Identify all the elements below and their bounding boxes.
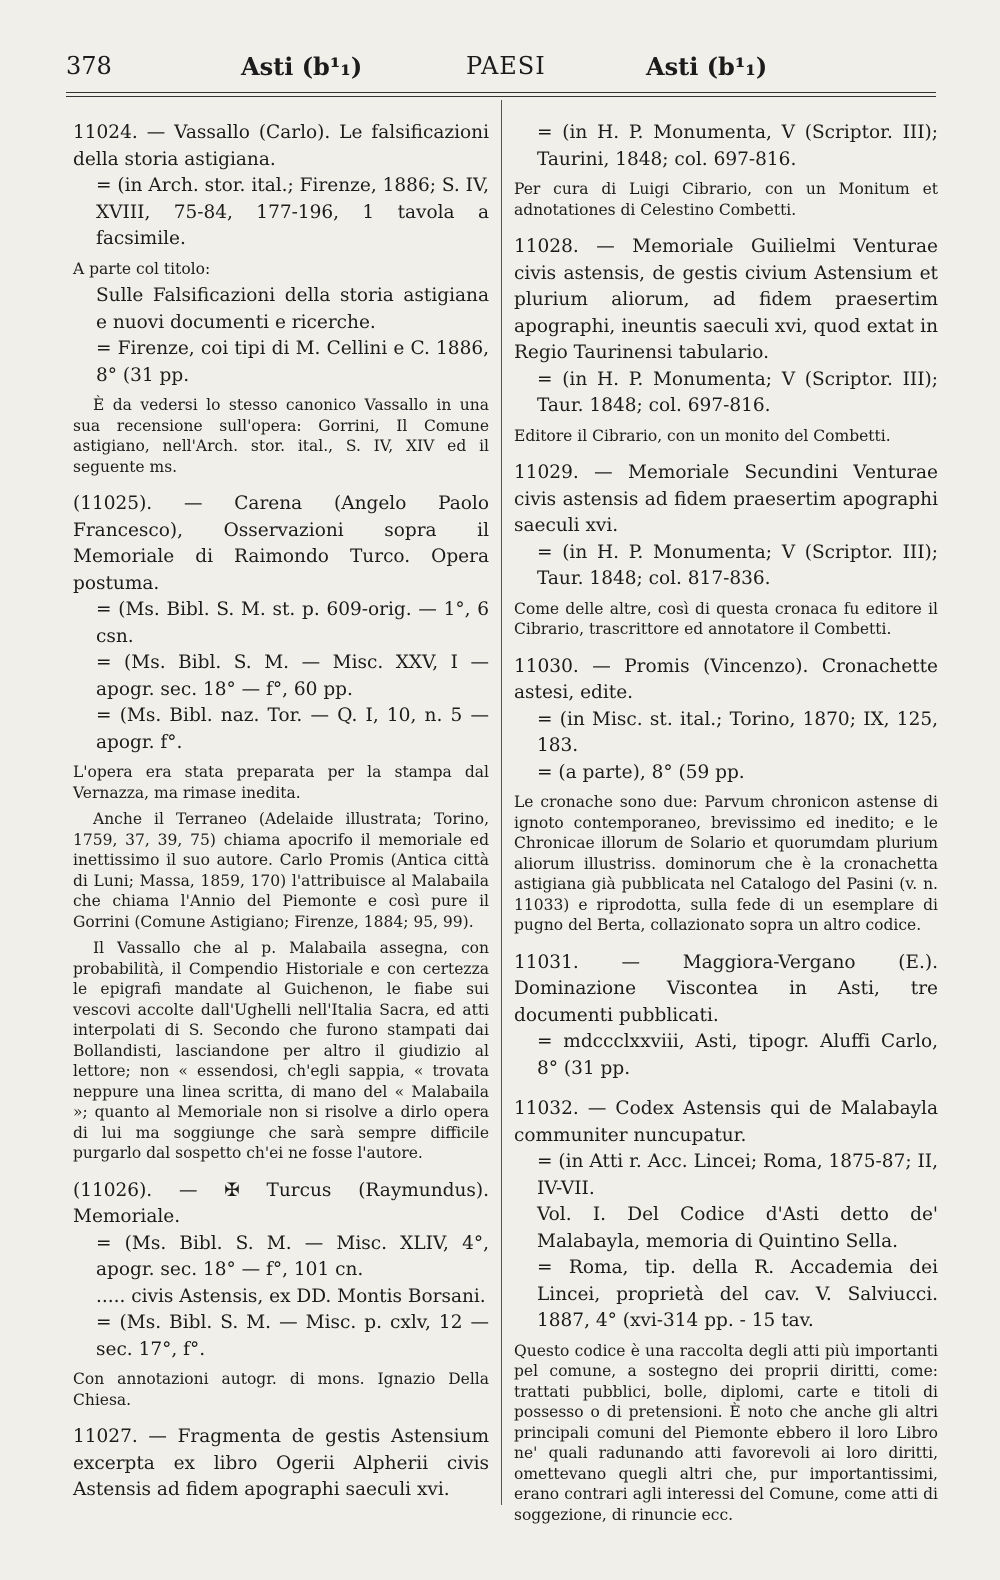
entry-heading: 11027. — Fragmenta de gestis Astensium excerpta ex libro Ogerii Alpherii civis Astensis ad fidem apographi saeculi xvi. — [73, 1426, 489, 1500]
note: Come delle altre, così di questa cronaca fu editore il Cibrario, trascrittore ed annotatore il Combetti. — [514, 599, 938, 638]
note: A parte col titolo: — [73, 259, 211, 278]
entry-11027-continued — [514, 120, 938, 220]
left-running-title: Asti (b¹₁) — [241, 52, 363, 81]
note: L'opera era stata preparata per la stampa dal Vernazza, ma rimase inedita. — [73, 763, 489, 802]
manuscript-line: = (Ms. Bibl. S. M. — Misc. XLIV, 4°, apogr. sec. 18° — f°, 101 cn. — [96, 1232, 489, 1280]
running-header — [66, 52, 938, 88]
publication-line: = Roma, tip. della R. Accademia dei Lincei, proprietà del cav. V. Salviucci. 1887, 4° (xvi-314 pp. - 15 tav. — [537, 1257, 938, 1331]
manuscript-line: = (Ms. Bibl. naz. Tor. — Q. I, 10, n. 5 — apogr. f°. — [96, 705, 489, 753]
header-rule — [66, 92, 936, 93]
entry-heading: 11032. — Codex Astensis qui de Malabayla communiter nuncupatur. — [514, 1098, 938, 1146]
publication-line: = (in Atti r. Acc. Lincei; Roma, 1875-87; II, IV-VII. — [537, 1151, 938, 1199]
entry-heading: (11025). — Carena (Angelo Paolo Francesco), Osservazioni sopra il Memoriale di Raimondo Turco. Opera postuma. — [73, 493, 489, 594]
publication-line: = (in H. P. Monumenta; V (Scriptor. III); Taur. 1848; col. 817-836. — [537, 541, 938, 589]
title-line: Sulle Falsificazioni della storia astigiana e nuovi documenti e ricerche. — [96, 285, 489, 333]
right-column — [514, 120, 938, 1529]
publication-line: = (in H. P. Monumenta, V (Scriptor. III); Taurini, 1848; col. 697-816. — [537, 122, 938, 170]
entry-11026 — [73, 1178, 489, 1411]
publication-line: = (in H. P. Monumenta; V (Scriptor. III); Taur. 1848; col. 697-816. — [537, 368, 938, 416]
manuscript-line: = (Ms. Bibl. S. M. — Misc. p. cxlv, 12 — sec. 17°, f°. — [96, 1312, 489, 1360]
entry-11029 — [514, 460, 938, 640]
center-running-title: PAESI — [466, 52, 546, 80]
column-divider — [501, 100, 502, 1505]
note: Questo codice è una raccolta degli atti più importanti pel comune, a sostegno dei proprii diritti, come: trattati pubblici, bolle, diplomi, carte e titoli di possesso o di pretensioni. È noto che anche gli altri principali comuni del Piemonte ebbero il loro Libro ne' quali radunando atti favorevoli ai loro diritti, omettevano quegli altri che, pur importantissimi, erano contrari agli interessi del Comune, come atti di soggezione, di rinuncie ecc. — [514, 1341, 938, 1524]
entry-11030 — [514, 654, 938, 936]
note: Il Vassallo che al p. Malabaila assegna, con probabilità, il Compendio Historiale e con certezza le epigrafi mandate al Guichenon, le fiabe sui vescovi accolte dall'Ughelli nell'Italia Sacra, ed atti interpolati di S. Secondo che furono stampati dai Bollandisti, lasciandone per altro il giudizio al lettore; non « essendosi, ch'egli sappia, « trovata neppure una linea scritta, di mano del « Malabaila »; quanto al Memoriale non si risolve a dirlo opera di lui ma soggiunge che sarà sempre difficile purgarlo dal sospetto ch'ei ne fosse l'autore. — [73, 939, 489, 1162]
entry-11031 — [514, 950, 938, 1083]
entry-11032 — [514, 1096, 938, 1525]
note: Con annotazioni autogr. di mons. Ignazio Della Chiesa. — [73, 1370, 489, 1409]
entry-11027 — [73, 1424, 489, 1504]
note: Per cura di Luigi Cibrario, con un Monitum et adnotationes di Celestino Combetti. — [514, 180, 938, 219]
publication-line: = (in Arch. stor. ital.; Firenze, 1886; S. IV, XVIII, 75-84, 177-196, 1 tavola a facsimile. — [96, 175, 489, 249]
publication-line: = (a parte), 8° (59 pp. — [537, 761, 745, 783]
entry-heading: 11028. — Memoriale Guilielmi Venturae civis astensis, de gestis civium Astensium et plurium aliorum, ad fidem praesertim apographi, ineuntis saeculi xvi, quod extat in Regio Taurinensi tabulario. — [514, 236, 938, 363]
incipit-line: ..... civis Astensis, ex DD. Montis Borsani. — [96, 1285, 486, 1307]
note: Editore il Cibrario, con un monito del Combetti. — [514, 426, 891, 445]
header-rule-double — [66, 96, 936, 97]
note: Anche il Terraneo (Adelaide illustrata; Torino, 1759, 37, 39, 75) chiama apocrifo il memoriale ed inettissimo il suo autore. Carlo Promis (Antica città di Luni; Massa, 1859, 170) l'attribuisce al Malabaila che chiama l'Annio del Piemonte e così pure il Gorrini (Comune Astigiano; Firenze, 1884; 95, 99). — [73, 810, 489, 931]
entry-heading: 11029. — Memoriale Secundini Venturae civis astensis ad fidem praesertim apographi saeculi xvi. — [514, 462, 938, 536]
entry-11028 — [514, 234, 938, 446]
manuscript-line: = (Ms. Bibl. S. M. st. p. 609-orig. — 1°, 6 csn. — [96, 599, 489, 647]
volume-line: Vol. I. Del Codice d'Asti detto de' Malabayla, memoria di Quintino Sella. — [537, 1204, 938, 1252]
entry-11025 — [73, 491, 489, 1164]
entry-heading: 11024. — Vassallo (Carlo). Le falsificazioni della storia astigiana. — [73, 122, 489, 170]
right-running-title: Asti (b¹₁) — [646, 52, 768, 81]
entry-heading: 11030. — Promis (Vincenzo). Cronachette astesi, edite. — [514, 655, 938, 703]
left-column — [73, 120, 489, 1504]
note: Le cronache sono due: Parvum chronicon astense di ignoto contemporaneo, brevissimo ed inedito; e le Chronicae illorum de Solario et quorumdam plurium aliorum illustriss. dominorum che è la cronachetta astigiana già pubblicata nel Catalogo del Pasini (v. n. 11033) e riprodotta, sulla fede di un esemplare di pugno del Berta, collazionato sopra un altro codice. — [514, 793, 938, 934]
page-number: 378 — [66, 52, 112, 80]
entry-11024 — [73, 120, 489, 477]
note: È da vedersi lo stesso canonico Vassallo in una sua recensione sull'opera: Gorrini, Il Comune astigiano, nell'Arch. stor. ital., S. IV, XIV ed il seguente ms. — [73, 396, 489, 476]
entry-heading: 11031. — Maggiora-Vergano (E.). Dominazione Viscontea in Asti, tre documenti pubblicati. — [514, 951, 938, 1026]
manuscript-line: = (Ms. Bibl. S. M. — Misc. XXV, I — apogr. sec. 18° — f°, 60 pp. — [96, 652, 489, 700]
publication-line: = Firenze, coi tipi di M. Cellini e C. 1886, 8° (31 pp. — [96, 338, 489, 386]
entry-heading: (11026). — ✠ Turcus (Raymundus). Memoriale. — [73, 1179, 489, 1227]
publication-line: = (in Misc. st. ital.; Torino, 1870; IX, 125, 183. — [537, 708, 938, 756]
publication-line: = mdccclxxviii, Asti, tipogr. Aluffi Carlo, 8° (31 pp. — [537, 1031, 938, 1079]
